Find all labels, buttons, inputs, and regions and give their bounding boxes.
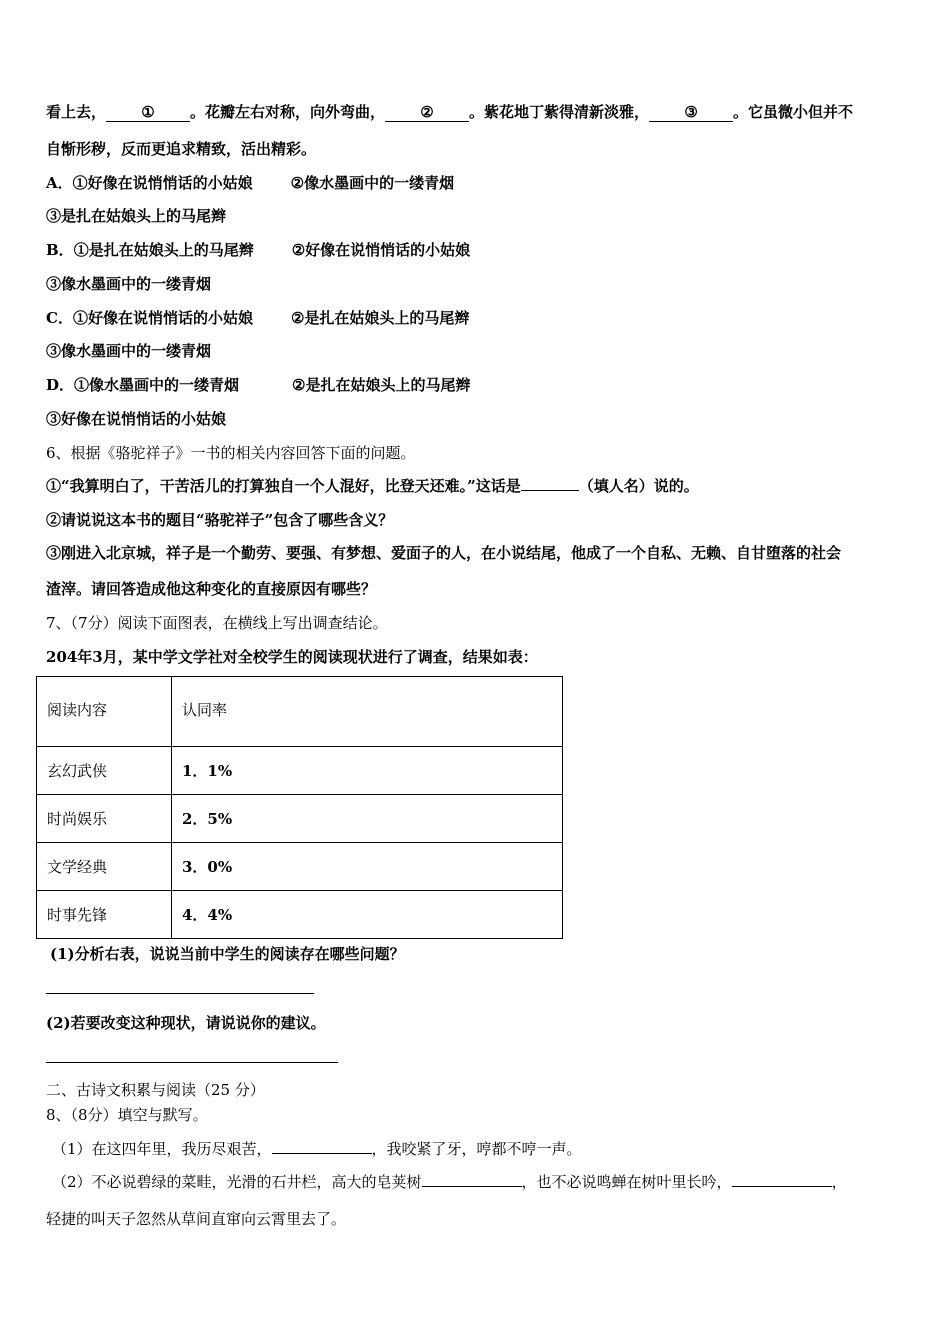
q6-part3-line2: 渣滓。请回答造成他这种变化的直接原因有哪些？	[46, 580, 377, 598]
q6-part2: ②请说说这本书的题目“骆驼祥子”包含了哪些含义？	[46, 511, 394, 529]
q8-blank-3[interactable]	[732, 1186, 832, 1187]
survey-table	[36, 676, 563, 939]
table-header-row	[37, 677, 563, 747]
passage-text: 。花瓣左右对称，向外弯曲，	[190, 103, 386, 121]
table-cell-content: 时尚娱乐	[37, 795, 172, 843]
q7-answer-line-2[interactable]	[46, 1062, 338, 1063]
q8-part2: （2）不必说碧绿的菜畦，光滑的石井栏，高大的皂荚树 ，也不必说鸣蝉在树叶里长吟， ，	[52, 1173, 847, 1191]
passage-line-1	[46, 102, 853, 122]
option-b[interactable]: B．①是扎在姑娘头上的马尾辫 ②好像在说悄悄话的小姑娘	[46, 241, 471, 259]
q7-intro: 204年3月，某中学文学社对全校学生的阅读现状进行了调查，结果如表：	[46, 648, 538, 666]
q8-blank-2[interactable]	[422, 1186, 522, 1187]
q6-part3-line1: ③刚进入北京城，祥子是一个勤劳、要强、有梦想、爱面子的人，在小说结尾，他成了一个自私、无赖、自甘堕落的社会	[46, 544, 842, 562]
q8-part2-line2: 轻捷的叫天子忽然从草间直窜向云霄里去了。	[46, 1210, 347, 1228]
table-row	[37, 891, 563, 939]
passage-line-2: 自惭形秽，反而更追求精致，活出精彩。	[46, 140, 317, 158]
q8-part1: （1）在这四年里，我历尽艰苦， ，我咬紧了牙，哼都不哼一声。	[52, 1140, 582, 1158]
section-2-title: 二、古诗文积累与阅读（25 分）	[46, 1081, 265, 1099]
option-a[interactable]: A．①好像在说悄悄话的小姑娘 ②像水墨画中的一缕青烟	[46, 174, 455, 192]
table-cell-rate: 3．0%	[172, 843, 563, 891]
table-cell-content: 时事先锋	[37, 891, 172, 939]
option-c[interactable]: C．①好像在说悄悄话的小姑娘 ②是扎在姑娘头上的马尾辫	[46, 309, 470, 327]
q6-name-blank[interactable]	[521, 490, 579, 491]
answer-blank-1[interactable]: ①	[106, 103, 190, 122]
table-cell-rate: 2．5%	[172, 795, 563, 843]
passage-text: 看上去，	[46, 103, 107, 121]
table-cell-content: 文学经典	[37, 843, 172, 891]
q6-title: 6、根据《骆驼祥子》一书的相关内容回答下面的问题。	[46, 444, 416, 462]
option-a-cont: ③是扎在姑娘头上的马尾辫	[46, 207, 227, 225]
q8-blank-1[interactable]	[272, 1153, 372, 1154]
table-row	[37, 795, 563, 843]
table-cell-rate: 4．4%	[172, 891, 563, 939]
q8-title: 8、（8分）填空与默写。	[46, 1106, 208, 1124]
q6-part1: ①“我算明白了，干苦活儿的打算独自一个人混好，比登天还难。”这话是 （填人名）说的。	[46, 477, 699, 495]
q7-sub2: (2)若要改变这种现状，请说说你的建议。	[46, 1014, 326, 1032]
answer-blank-2[interactable]: ②	[385, 103, 469, 122]
option-b-cont: ③像水墨画中的一缕青烟	[46, 275, 212, 293]
q7-title: 7、（7分）阅读下面图表，在横线上写出调查结论。	[46, 614, 388, 632]
table-cell-content: 玄幻武侠	[37, 747, 172, 795]
table-header-cell: 阅读内容	[37, 677, 172, 747]
passage-text: 。紫花地丁紫得清新淡雅，	[469, 103, 650, 121]
table-cell-rate: 1．1%	[172, 747, 563, 795]
q7-sub1: (1)分析右表，说说当前中学生的阅读存在哪些问题？	[50, 945, 405, 963]
answer-blank-3[interactable]: ③	[649, 103, 733, 122]
q7-answer-line-1[interactable]	[46, 993, 314, 994]
table-header-cell: 认同率	[172, 677, 563, 747]
option-d[interactable]: D．①像水墨画中的一缕青烟 ②是扎在姑娘头上的马尾辫	[46, 376, 471, 394]
table-row	[37, 843, 563, 891]
option-c-cont: ③像水墨画中的一缕青烟	[46, 342, 212, 360]
table-row	[37, 747, 563, 795]
passage-text: 。它虽微小但并不	[733, 103, 854, 121]
option-d-cont: ③好像在说悄悄话的小姑娘	[46, 410, 227, 428]
